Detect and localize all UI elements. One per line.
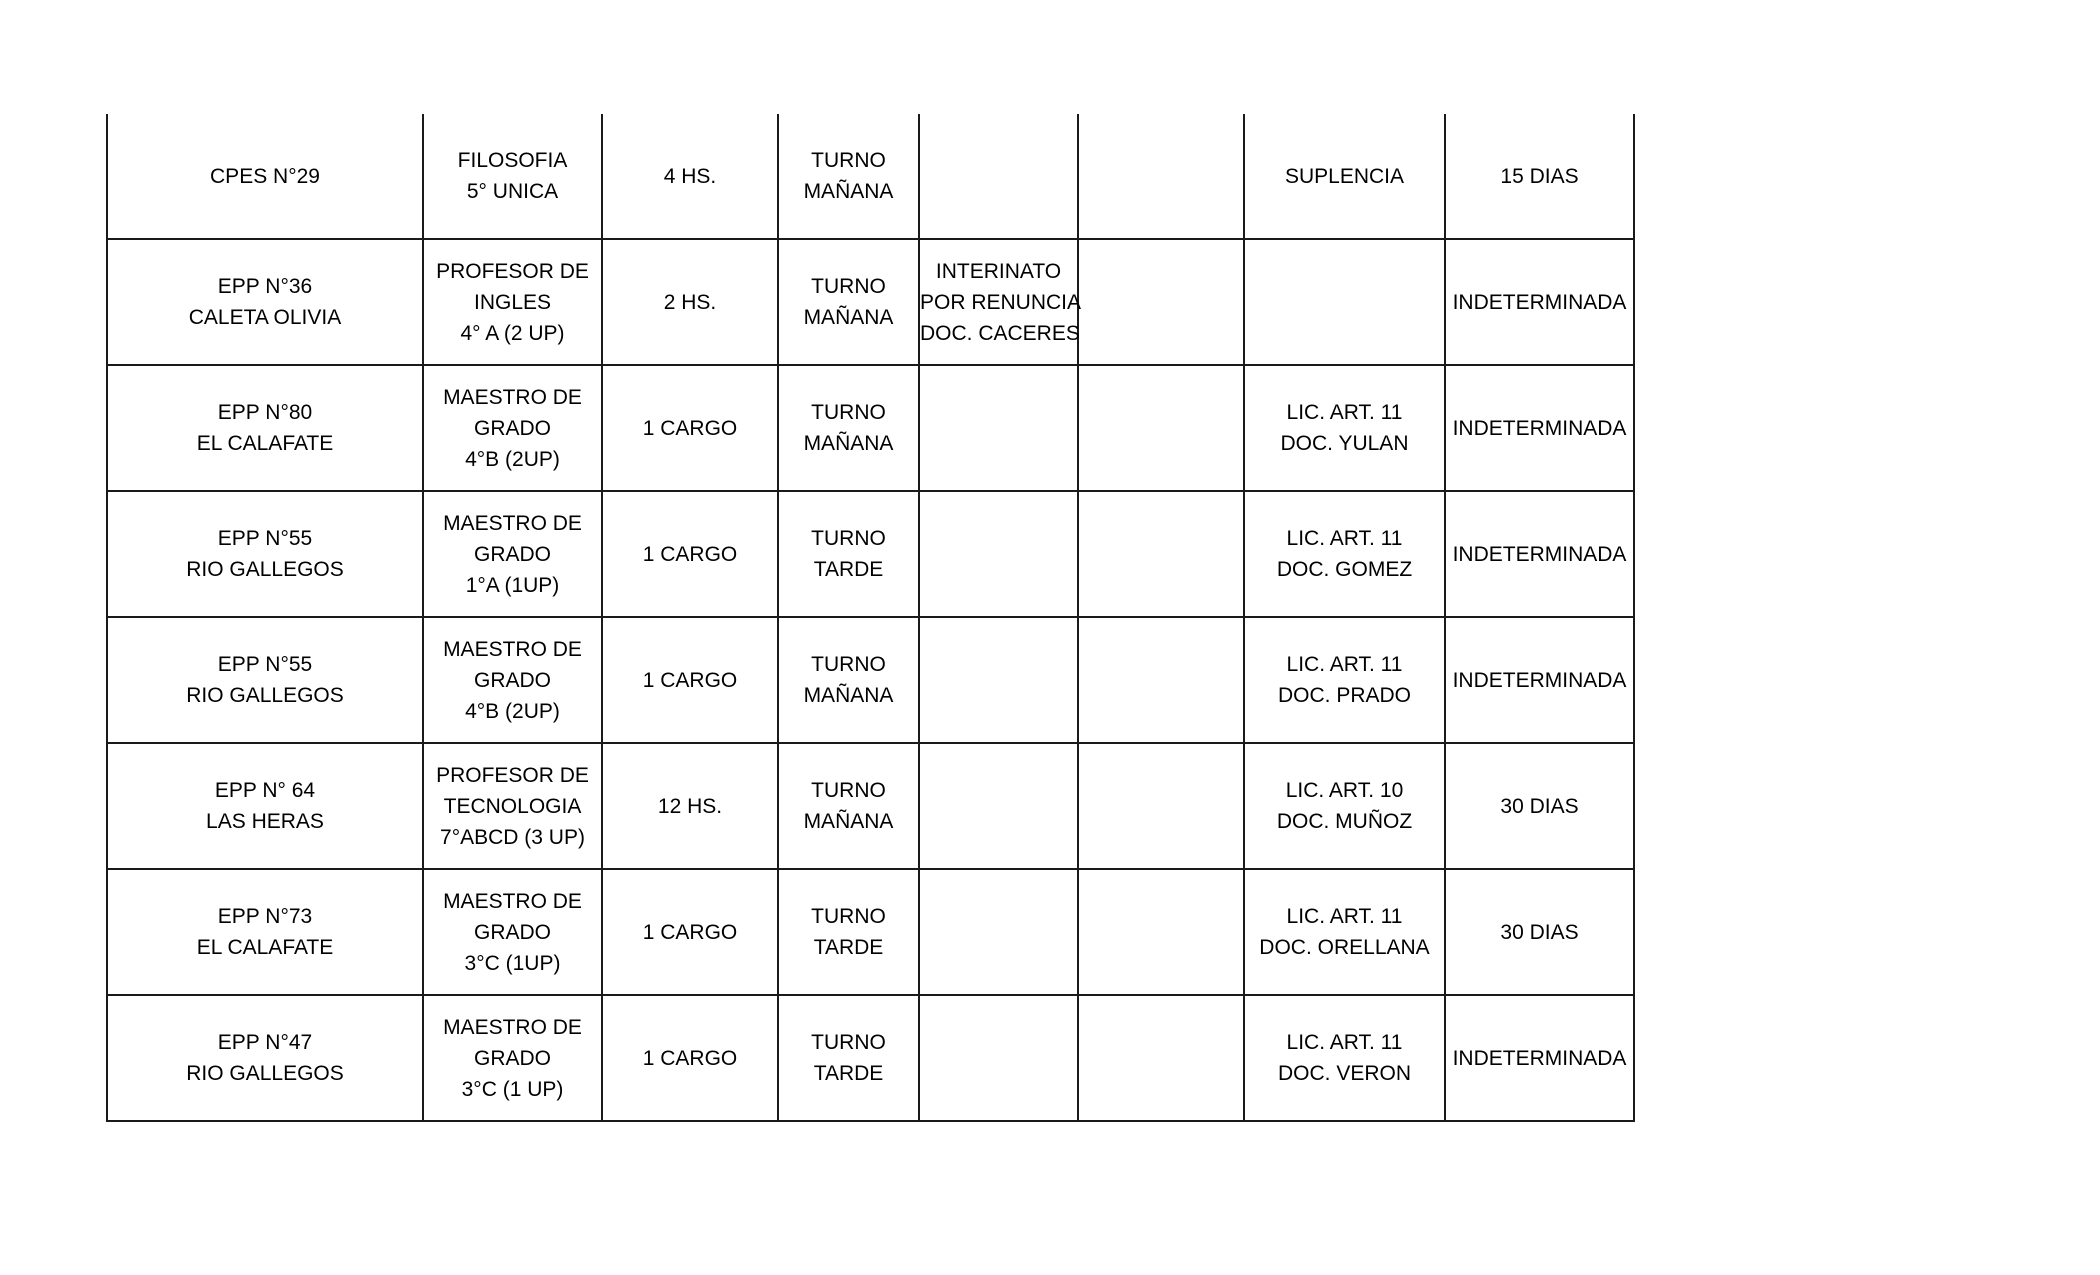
cell-turno xyxy=(778,995,919,1121)
table-row xyxy=(107,239,1634,365)
cell-line: MAESTRO DE xyxy=(443,889,582,913)
cell-line: DOC. VERON xyxy=(1277,1062,1411,1085)
cell-col6 xyxy=(1078,365,1244,491)
cell-line: INDETERMINADA xyxy=(1452,668,1627,692)
cell-line: MAÑANA xyxy=(803,810,894,833)
cell-line: 2 HS. xyxy=(663,290,717,314)
cell-line: DOC. MUÑOZ xyxy=(1276,810,1413,833)
cell-col6 xyxy=(1078,239,1244,365)
cell-escuela xyxy=(107,239,423,365)
cell-line: MAESTRO DE xyxy=(443,385,582,409)
cell-col6 xyxy=(1078,491,1244,617)
cell-horas xyxy=(602,869,778,995)
cell-motivo xyxy=(1244,491,1445,617)
cell-line: DOC. YULAN xyxy=(1280,432,1409,455)
cell-line: MAESTRO DE xyxy=(443,637,582,661)
cell-line: EPP N°36 xyxy=(217,275,313,298)
cell-line: 30 DIAS xyxy=(1500,794,1579,818)
cell-line: POR RENUNCIA xyxy=(920,290,1082,314)
table-row xyxy=(107,365,1634,491)
cell-line: LIC. ART. 11 xyxy=(1286,653,1403,676)
cell-line: 4°B (2UP) xyxy=(465,699,560,723)
cell-duracion xyxy=(1445,114,1634,239)
cell-horas xyxy=(602,114,778,239)
cell-line: INGLES xyxy=(473,290,552,314)
cell-line: EPP N°80 xyxy=(217,401,313,424)
cell-line: 5° UNICA xyxy=(466,180,559,203)
cell-escuela xyxy=(107,743,423,869)
cell-horas xyxy=(602,365,778,491)
cell-line: SUPLENCIA xyxy=(1284,164,1405,188)
cell-line: LIC. ART. 11 xyxy=(1286,1031,1403,1054)
cell-line: PROFESOR DE xyxy=(436,763,589,787)
cell-line: 1 CARGO xyxy=(642,920,738,944)
cell-line: EPP N°55 xyxy=(217,653,313,676)
cell-line: TURNO xyxy=(811,401,886,424)
cell-line: TARDE xyxy=(813,558,884,581)
cell-cargo xyxy=(423,869,602,995)
cell-line: TURNO xyxy=(811,527,886,550)
cell-line: TURNO xyxy=(811,1031,886,1054)
cell-line: EL CALAFATE xyxy=(196,936,334,959)
cell-line: CALETA OLIVIA xyxy=(188,306,342,329)
cell-line: 1°A (1UP) xyxy=(465,573,560,597)
cell-line: CPES N°29 xyxy=(210,164,320,188)
cell-horas xyxy=(602,995,778,1121)
cell-line: EPP N° 64 xyxy=(214,779,316,802)
cell-line: INTERINATO xyxy=(935,259,1062,283)
cell-line: INDETERMINADA xyxy=(1452,542,1627,566)
table-row xyxy=(107,995,1634,1121)
cell-horas xyxy=(602,617,778,743)
cell-escuela xyxy=(107,995,423,1121)
cell-line: MAÑANA xyxy=(803,432,894,455)
cell-line: LIC. ART. 11 xyxy=(1286,401,1403,424)
cell-escuela xyxy=(107,869,423,995)
cell-cargo xyxy=(423,239,602,365)
cell-line: 30 DIAS xyxy=(1500,920,1579,944)
cell-col6 xyxy=(1078,869,1244,995)
cell-line: GRADO xyxy=(473,542,551,566)
cell-motivo xyxy=(1244,617,1445,743)
cell-motivo xyxy=(1244,869,1445,995)
cell-line: 4° A (2 UP) xyxy=(460,321,565,345)
cell-line: PROFESOR DE xyxy=(436,259,589,283)
cell-line: INDETERMINADA xyxy=(1452,290,1627,314)
cell-line: TURNO xyxy=(811,779,886,802)
cell-motivo xyxy=(1244,743,1445,869)
cell-line: LAS HERAS xyxy=(206,810,324,833)
table-row xyxy=(107,617,1634,743)
cell-escuela xyxy=(107,365,423,491)
cell-horas xyxy=(602,491,778,617)
cell-horas xyxy=(602,239,778,365)
cell-line: TURNO xyxy=(811,653,886,676)
cell-line: EPP N°73 xyxy=(217,905,313,928)
cell-cargo xyxy=(423,743,602,869)
cell-line: LIC. ART. 11 xyxy=(1286,527,1403,550)
cell-cargo xyxy=(423,995,602,1121)
cell-col6 xyxy=(1078,617,1244,743)
cell-line: EPP N°47 xyxy=(217,1031,313,1054)
cell-horas xyxy=(602,743,778,869)
cell-cargo xyxy=(423,491,602,617)
table-row xyxy=(107,869,1634,995)
cell-line: TARDE xyxy=(813,936,884,959)
cell-turno xyxy=(778,869,919,995)
cell-line: MAESTRO DE xyxy=(443,511,582,535)
cell-line: 4°B (2UP) xyxy=(465,447,560,471)
cell-caracter xyxy=(919,114,1078,239)
cell-duracion xyxy=(1445,239,1634,365)
cell-caracter xyxy=(919,617,1078,743)
table-row xyxy=(107,743,1634,869)
cell-duracion xyxy=(1445,491,1634,617)
cell-line: RIO GALLEGOS xyxy=(186,558,344,581)
cell-escuela xyxy=(107,491,423,617)
cell-turno xyxy=(778,114,919,239)
cell-cargo xyxy=(423,365,602,491)
cell-line: MAESTRO DE xyxy=(443,1015,582,1039)
cell-line: 1 CARGO xyxy=(642,668,738,692)
cell-line: 12 HS. xyxy=(657,794,723,818)
cell-caracter xyxy=(919,491,1078,617)
cell-motivo xyxy=(1244,114,1445,239)
cell-line: DOC. GOMEZ xyxy=(1276,558,1413,581)
cell-line: 3°C (1UP) xyxy=(464,951,561,975)
cell-line: EPP N°55 xyxy=(217,527,313,550)
cell-turno xyxy=(778,743,919,869)
cell-line: TURNO xyxy=(811,149,886,172)
cell-cargo xyxy=(423,114,602,239)
cell-duracion xyxy=(1445,995,1634,1121)
cell-turno xyxy=(778,491,919,617)
cell-duracion xyxy=(1445,617,1634,743)
table-row xyxy=(107,114,1634,239)
cell-line: RIO GALLEGOS xyxy=(186,1062,344,1085)
cell-turno xyxy=(778,617,919,743)
cell-caracter xyxy=(919,743,1078,869)
cell-escuela xyxy=(107,114,423,239)
cell-escuela xyxy=(107,617,423,743)
table-row xyxy=(107,491,1634,617)
cell-line: DOC. ORELLANA xyxy=(1259,936,1430,959)
cell-line: GRADO xyxy=(473,920,551,944)
table-body xyxy=(107,114,1634,1121)
cell-turno xyxy=(778,365,919,491)
cell-line: INDETERMINADA xyxy=(1452,1046,1627,1070)
cell-line: 4 HS. xyxy=(663,164,717,188)
cell-line: 3°C (1 UP) xyxy=(461,1077,564,1101)
cell-line: GRADO xyxy=(473,668,551,692)
cell-line: LIC. ART. 10 xyxy=(1285,779,1404,802)
cell-col6 xyxy=(1078,114,1244,239)
cell-line: FILOSOFIA xyxy=(457,149,568,172)
cell-col6 xyxy=(1078,995,1244,1121)
cell-duracion xyxy=(1445,743,1634,869)
cell-caracter xyxy=(919,365,1078,491)
cell-line: LIC. ART. 11 xyxy=(1286,905,1403,928)
cell-line: GRADO xyxy=(473,416,551,440)
cell-line: INDETERMINADA xyxy=(1452,416,1627,440)
cell-line: GRADO xyxy=(473,1046,551,1070)
cell-line: 1 CARGO xyxy=(642,542,738,566)
cell-line: MAÑANA xyxy=(803,684,894,707)
cell-line: 1 CARGO xyxy=(642,416,738,440)
cell-line: RIO GALLEGOS xyxy=(186,684,344,707)
cell-line: EL CALAFATE xyxy=(196,432,334,455)
cell-caracter xyxy=(919,869,1078,995)
cell-line: TECNOLOGIA xyxy=(443,794,582,818)
cell-line: MAÑANA xyxy=(803,306,894,329)
cell-caracter xyxy=(919,995,1078,1121)
vacancies-table xyxy=(106,114,1635,1122)
cell-line: TURNO xyxy=(811,275,886,298)
cell-motivo xyxy=(1244,239,1445,365)
cell-col6 xyxy=(1078,743,1244,869)
cell-line: TURNO xyxy=(811,905,886,928)
cell-line: MAÑANA xyxy=(803,180,894,203)
cell-line: DOC. CACERES xyxy=(920,321,1080,345)
cell-duracion xyxy=(1445,365,1634,491)
cell-caracter xyxy=(919,239,1082,365)
cell-line: 15 DIAS xyxy=(1500,164,1579,188)
cell-duracion xyxy=(1445,869,1634,995)
cell-line: DOC. PRADO xyxy=(1277,684,1411,707)
cell-motivo xyxy=(1244,365,1445,491)
cell-motivo xyxy=(1244,995,1445,1121)
cell-line: 1 CARGO xyxy=(642,1046,738,1070)
cell-cargo xyxy=(423,617,602,743)
cell-line: TARDE xyxy=(813,1062,884,1085)
cell-line: 7°ABCD (3 UP) xyxy=(440,825,585,849)
cell-turno xyxy=(778,239,919,365)
